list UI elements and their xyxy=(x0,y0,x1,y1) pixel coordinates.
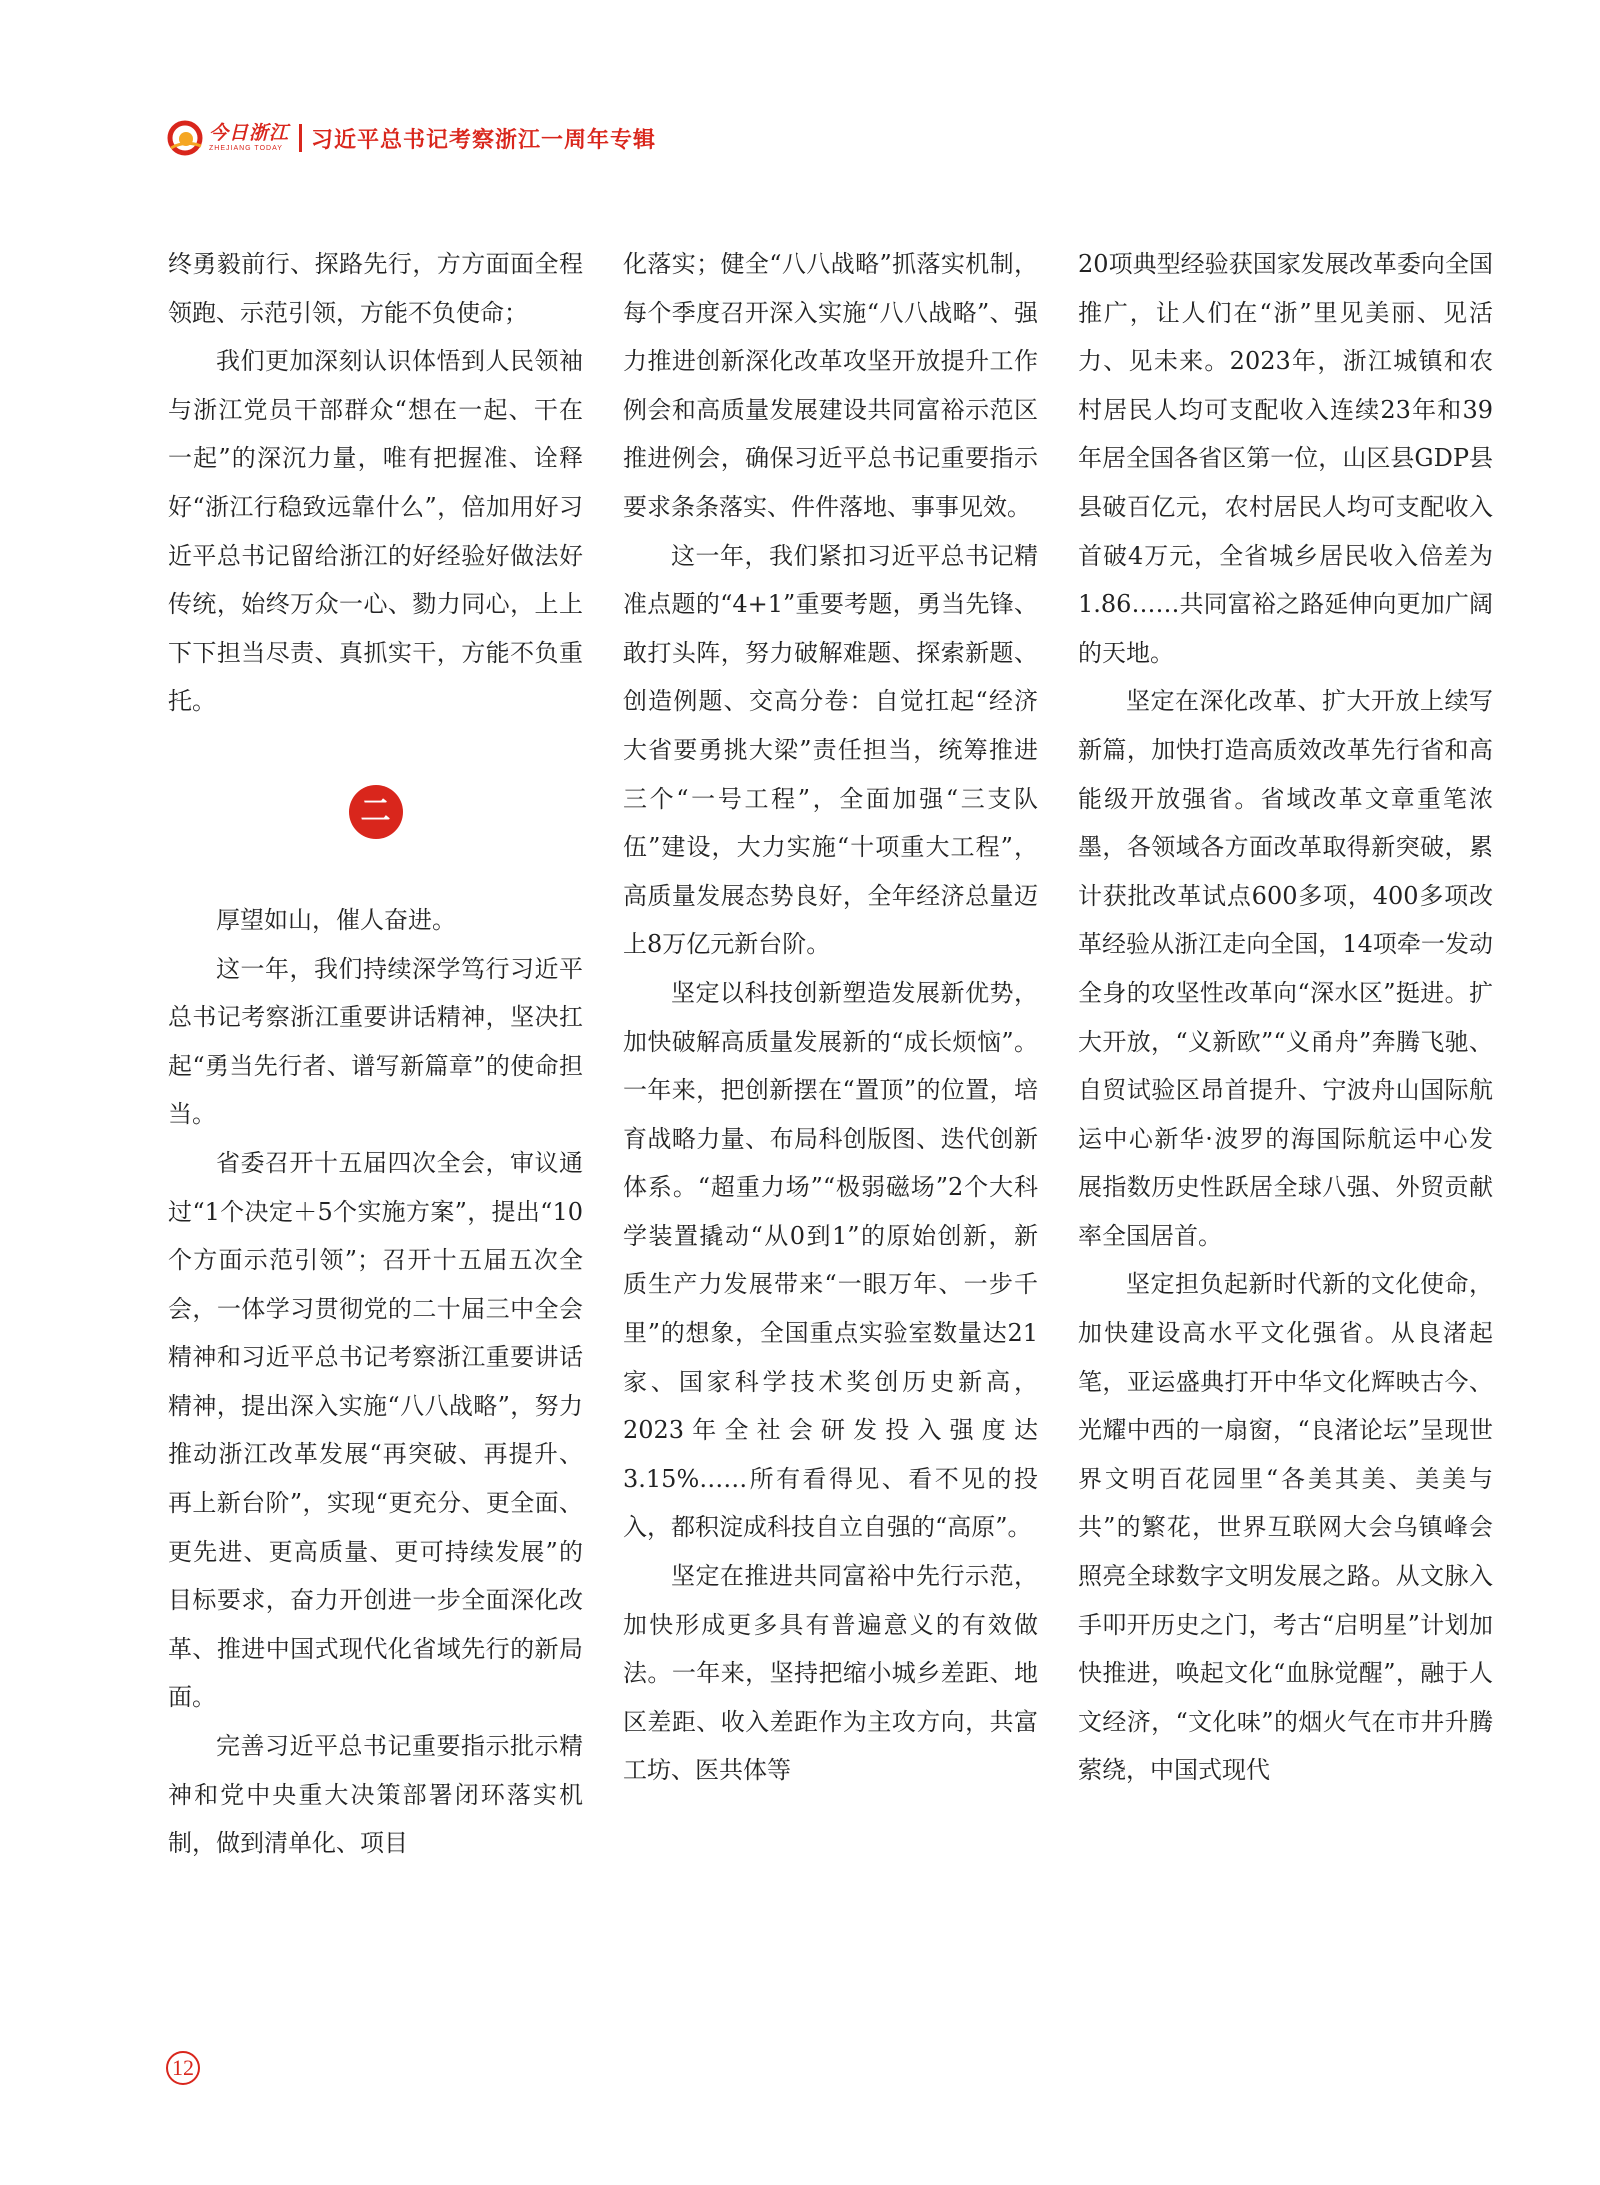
paragraph: 坚定在深化改革、扩大开放上续写新篇，加快打造高质效改革先行省和高能级开放强省。省域改革文章重笔浓墨，各领域各方面改革取得新突破，累计获批改革试点600多项，400多项改革经验从浙江走向全国，14项牵一发动全身的攻坚性改革向“深水区”挺进。扩大开放，“义新欧”“义甬舟”奔腾飞驰、自贸试验区昂首提升、宁波舟山国际航运中心新华·波罗的海国际航运中心发展指数历史性跃居全球八强、外贸贡献率全国居首。 xyxy=(1078,687,1493,1250)
paragraph: 我们更加深刻认识体悟到人民领袖与浙江党员干部群众“想在一起、干在一起”的深沉力量，唯有把握准、诠释好“浙江行稳致远靠什么”，倍加用好习近平总书记留给浙江的好经验好做法好传统，始终万众一心、勠力同心，上上下下担当尽责、真抓实干，方能不负重托。 xyxy=(168,347,583,716)
logo-english-name: ZHEJIANG TODAY xyxy=(209,145,283,152)
page-number: 12 xyxy=(166,2051,200,2085)
paragraph: 坚定担负起新时代新的文化使命，加快建设高水平文化强省。从良渚起笔，亚运盛典打开中华文化辉映古今、光耀中西的一扇窗，“良渚论坛”呈现世界文明百花园里“各美其美、美美与共”的繁花，世界互联网大会乌镇峰会照亮全球数字文明发展之路。从文脉入手叩开历史之门，考古“启明星”计划加快推进，唤起文化“血脉觉醒”，融于人文经济，“文化味”的烟火气在市井升腾萦绕，中国式现代 xyxy=(1078,1270,1493,1785)
paragraph: 坚定在推进共同富裕中先行示范，加快形成更多具有普遍意义的有效做法。一年来，坚持把缩小城乡差距、地区差距、收入差距作为主攻方向，共富工坊、医共体等 xyxy=(623,1562,1038,1785)
paragraph: 20项典型经验获国家发展改革委向全国推广，让人们在“浙”里见美丽、见活力、见未来。2023年，浙江城镇和农村居民人均可支配收入连续23年和39年居全国各省区第一位，山区县GDP县县破百亿元，农村居民人均可支配收入首破4万元，全省城乡居民收入倍差为1.86……共同富裕之路延伸向更加广阔的天地。 xyxy=(1078,250,1493,667)
paragraph: 化落实；健全“八八战略”抓落实机制，每个季度召开深入实施“八八战略”、强力推进创新深化改革攻坚开放提升工作例会和高质量发展建设共同富裕示范区推进例会，确保习近平总书记重要指示要求条条落实、件件落地、事事见效。 xyxy=(623,250,1038,521)
paragraph: 省委召开十五届四次全会，审议通过“1个决定＋5个实施方案”，提出“10个方面示范引领”；召开十五届五次全会，一体学习贯彻党的二十届三中全会精神和习近平总书记考察浙江重要讲话精神，提出深入实施“八八战略”，努力推动浙江改革发展“再突破、再提升、再上新台阶”，实现“更充分、更全面、更先进、更高质量、更可持续发展”的目标要求，奋力开创进一步全面深化改革、推进中国式现代化省域先行的新局面。 xyxy=(168,1148,583,1712)
text-column-1 xyxy=(168,240,583,1868)
header-divider xyxy=(299,124,302,152)
text-column-3 xyxy=(1078,240,1493,1795)
logo-sun-icon xyxy=(165,118,205,158)
paragraph: 终勇毅前行、探路先行，方方面面全程领跑、示范引领，方能不负使命； xyxy=(168,250,583,327)
page-header xyxy=(165,118,656,158)
issue-title: 习近平总书记考察浙江一周年专辑 xyxy=(311,127,657,153)
paragraph: 这一年，我们紧扣习近平总书记精准点题的“4+1”重要考题，勇当先锋、敢打头阵，努力破解难题、探索新题、创造例题、交高分卷：自觉扛起“经济大省要勇挑大梁”责任担当，统筹推进三个“一号工程”，全面加强“三支队伍”建设，大力实施“十项重大工程”，高质量发展态势良好，全年经济总量迈上8万亿元新台阶。 xyxy=(623,541,1038,959)
logo-text xyxy=(209,124,289,152)
magazine-logo xyxy=(165,118,289,158)
paragraph: 这一年，我们持续深学笃行习近平总书记考察浙江重要讲话精神，坚决扛起“勇当先行者、谱写新篇章”的使命担当。 xyxy=(168,954,583,1129)
section-number-badge: 二 xyxy=(349,785,403,839)
paragraph: 完善习近平总书记重要指示批示精神和党中央重大决策部署闭环落实机制，做到清单化、项目 xyxy=(168,1732,583,1858)
paragraph: 厚望如山，催人奋进。 xyxy=(216,905,456,934)
section-marker xyxy=(168,733,583,891)
paragraph: 坚定以科技创新塑造发展新优势，加快破解高质量发展新的“成长烦恼”。一年来，把创新摆在“置顶”的位置，培育战略力量、布局科创版图、迭代创新体系。“超重力场”“极弱磁场”2个大科学装置撬动“从0到1”的原始创新，新质生产力发展带来“一眼万年、一步千里”的想象，全国重点实验室数量达21家、国家科学技术奖创历史新高，2023年全社会研发投入强度达3.15%……所有看得见、看不见的投入，都积淀成科技自立自强的“高原”。 xyxy=(623,978,1038,1542)
text-column-2 xyxy=(623,240,1038,1795)
logo-chinese-name: 今日浙江 xyxy=(209,122,290,144)
